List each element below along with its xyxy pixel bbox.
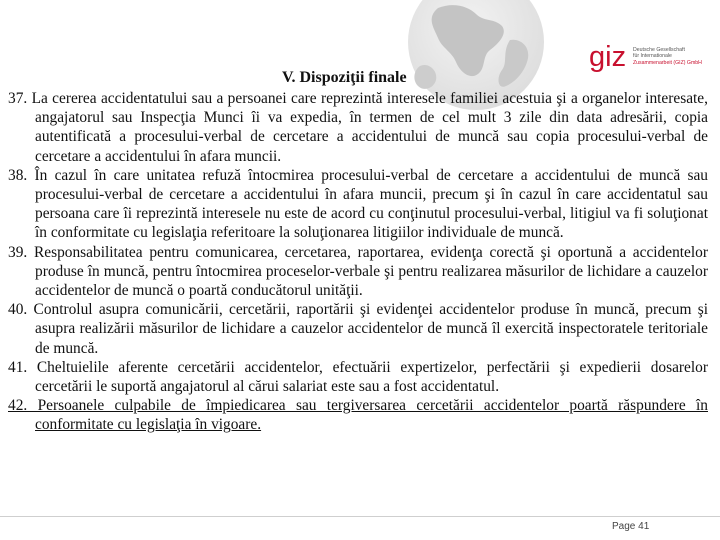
- logo-line: Zusammenarbeit (GIZ) GmbH: [633, 59, 702, 66]
- logo-line: Deutsche Gesellschaft: [633, 47, 685, 53]
- provision-38: 38. În cazul în care unitatea refuză întocmirea procesului-verbal de cercetare a accidentului de muncă sau procesului-verbal de cercetare a accidentului în afara muncii, precum şi în cazul în care accidentatul sau persoana care îi reprezintă interesele nu este de acord cu conţinutul procesului-verbal, litigiul va fi soluţionat în conformitate cu legislaţia referitoare la soluţionarea litigiilor individuale de muncă.: [8, 166, 708, 242]
- provision-42: 42. Persoanele culpabile de împiedicarea sau tergiversarea cercetării accidentelor poartă răspundere în conformitate cu legislaţia în vigoare.: [8, 397, 708, 434]
- provision-40: 40. Controlul asupra comunicării, cercetării, raportării şi evidenţei accidentelor produse în muncă, precum şi asupra realizării măsurilor de lichidare a cauzelor accidentelor de muncă îl exercită inspectoratele teritoriale de muncă.: [8, 301, 708, 357]
- footer-divider: [0, 516, 720, 517]
- provision-37: 37. La cererea accidentatului sau a persoanei care reprezintă interesele familiei acestuia şi a organelor interesate, angajatorul sau Inspecţia Munci îi va expedia, în termen de cel mult 3 zile din data adresării, copia autentificată a procesului-verbal de cercetare a accidentului de muncă sau copia procesului-verbal de cercetare a accidentului în afara muncii.: [8, 90, 708, 165]
- page-number: Page 41: [612, 521, 650, 532]
- logo-mark: giz: [589, 41, 627, 73]
- provision-39: 39. Responsabilitatea pentru comunicarea, cercetarea, raportarea, evidenţa corectă şi oportună a accidentelor produse în muncă, pentru întocmirea proceselor-verbale şi pentru realizarea măsurilor de lichidare a cauzelor accidentelor de muncă o poartă conducătorul unităţii.: [8, 243, 708, 300]
- provisions-list: [8, 89, 708, 435]
- logo-line: für Internationale: [633, 53, 672, 60]
- logo-text: [633, 47, 702, 66]
- section-title: V. Dispoziţii finale: [282, 69, 407, 86]
- giz-logo: [589, 42, 719, 82]
- provision-41: 41. Cheltuielile aferente cercetării accidentelor, efectuării expertizelor, perfectării şi expedierii dosarelor cercetării le suportă angajatorul al cărui salariat este sau a fost accidentatul.: [8, 358, 708, 396]
